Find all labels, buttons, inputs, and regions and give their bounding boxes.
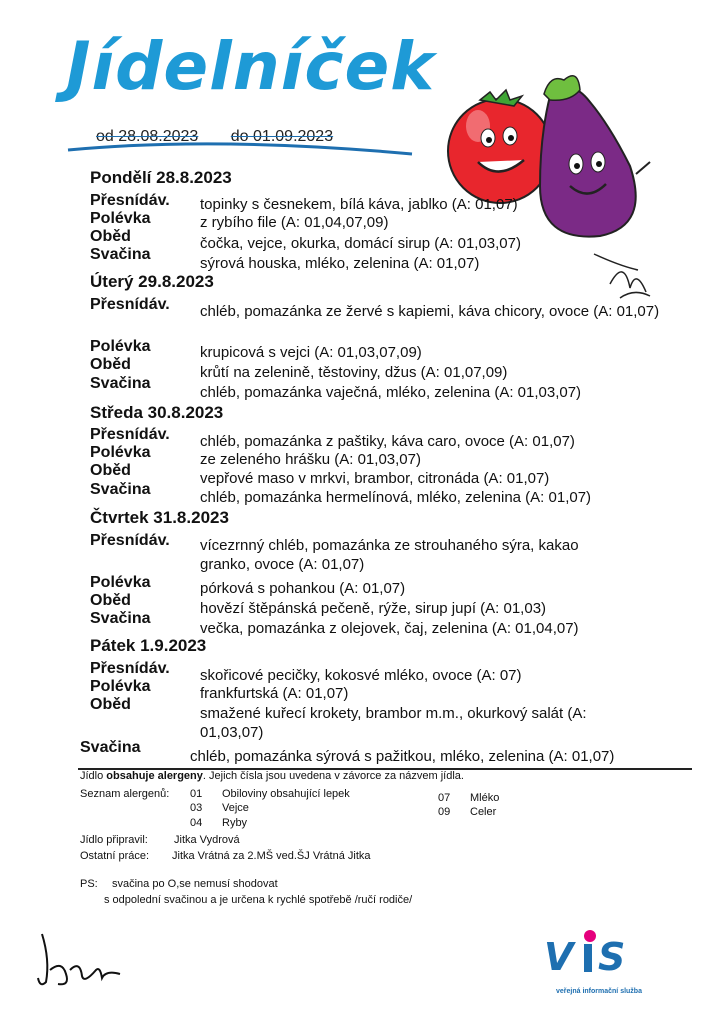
meal-label: Polévka bbox=[90, 574, 151, 591]
allergen-name: Celer bbox=[470, 806, 497, 818]
day-heading-tuesday: Úterý 29.8.2023 bbox=[90, 272, 214, 291]
eggplant-icon bbox=[540, 76, 650, 237]
meal-text: krupicová s vejci (A: 01,03,07,09) bbox=[200, 344, 422, 361]
tomato-icon bbox=[448, 90, 552, 203]
allergen-note-bold: obsahuje alergeny bbox=[106, 770, 203, 782]
vis-logo bbox=[540, 926, 650, 986]
page-title: Jídelníček bbox=[66, 28, 436, 105]
meal-text: smažené kuřecí krokety, brambor m.m., okurkový salát (A: 01,03,07) bbox=[200, 705, 587, 741]
allergen-code: 01 bbox=[190, 788, 203, 800]
meal-text: chléb, pomazánka vaječná, mléko, zelenina (A: 01,03,07) bbox=[200, 384, 582, 401]
meal-text: skořicové pecičky, kokosvé mléko, ovoce (A: 07) bbox=[200, 667, 522, 684]
meal-label: Svačina bbox=[90, 375, 151, 392]
allergen-note-pre: Jídlo bbox=[80, 770, 107, 782]
allergen-note-post: . Jejich čísla jsou uvedena v závorce za názvem jídla. bbox=[202, 770, 464, 782]
day-heading-friday: Pátek 1.9.2023 bbox=[90, 636, 207, 655]
ps-label: PS: bbox=[80, 878, 98, 890]
meal-label: Přesnídáv. bbox=[90, 660, 170, 677]
meal-label: Polévka bbox=[90, 338, 151, 355]
meal-label: Oběd bbox=[90, 462, 131, 479]
meal-label: Polévka bbox=[90, 444, 151, 461]
meal-label: Oběd bbox=[90, 592, 131, 609]
meal-text: vepřové maso v mrkvi, brambor, citronáda (A: 01,07) bbox=[200, 470, 550, 487]
meal-label: Polévka bbox=[90, 210, 151, 227]
meal-text: chléb, pomazánka sýrová s pažitkou, mléko, zelenina (A: 01,07) bbox=[190, 748, 615, 765]
other-names: Jitka Vrátná za 2.MŠ ved.ŠJ Vrátná Jitka bbox=[172, 850, 371, 862]
meal-label: Svačina bbox=[90, 246, 151, 263]
day-heading-wednesday: Středa 30.8.2023 bbox=[90, 403, 224, 422]
date-to: do 01.09.2023 bbox=[230, 128, 334, 145]
meal-text: frankfurtská (A: 01,07) bbox=[200, 685, 349, 702]
allergen-list-label: Seznam alergenů: bbox=[80, 788, 170, 800]
meal-text: chléb, pomazánka z paštiky, káva caro, ovoce (A: 01,07) bbox=[200, 433, 575, 450]
allergen-code: 04 bbox=[190, 817, 203, 829]
logo-tagline: veřejná informační služba bbox=[556, 988, 642, 995]
meal-text: ze zeleného hrášku (A: 01,03,07) bbox=[200, 451, 421, 468]
allergen-name: Mléko bbox=[470, 792, 500, 804]
meal-label: Svačina bbox=[90, 481, 151, 498]
allergen-code: 09 bbox=[438, 806, 451, 818]
meal-text: čočka, vejce, okurka, domácí sirup (A: 01,03,07) bbox=[200, 235, 521, 252]
day-heading-thursday: Čtvrtek 31.8.2023 bbox=[90, 508, 229, 527]
fruit-illustration bbox=[440, 66, 660, 246]
day-heading-monday: Pondělí 28.8.2023 bbox=[90, 168, 232, 187]
allergen-name: Vejce bbox=[222, 802, 249, 814]
meal-text: pórková s pohankou (A: 01,07) bbox=[200, 580, 406, 597]
ps-line-1: svačina po O,se nemusí shodovat bbox=[112, 878, 278, 890]
meal-text: krůtí na zelenině, těstoviny, džus (A: 01,07,09) bbox=[200, 364, 508, 381]
allergen-code: 03 bbox=[190, 802, 203, 814]
meal-label: Polévka bbox=[90, 678, 151, 695]
meal-label: Svačina bbox=[90, 610, 151, 627]
date-from: od 28.08.2023 bbox=[96, 128, 199, 145]
meal-label: Přesnídáv. bbox=[90, 296, 170, 313]
ps-line-2: s odpolední svačinou a je určena k rychlé spotřebě /ručí rodiče/ bbox=[104, 894, 413, 906]
handwritten-signature bbox=[36, 930, 126, 990]
meal-label: Oběd bbox=[90, 228, 131, 245]
meal-text: vícezrnný chléb, pomazánka ze strouhaného sýra, kakao granko, ovoce (A: 01,07) bbox=[200, 537, 579, 573]
allergen-name: Obiloviny obsahující lepek bbox=[222, 788, 350, 800]
meal-label: Přesnídáv. bbox=[90, 192, 170, 209]
meal-text: večka, pomazánka z olejovek, čaj, zelenina (A: 01,04,07) bbox=[200, 620, 579, 637]
meal-text: chléb, pomazánka ze žervé s kapiemi, káva chicory, ovoce (A: 01,07) bbox=[200, 303, 660, 320]
other-label: Ostatní práce: bbox=[80, 850, 150, 862]
meal-label: Přesnídáv. bbox=[90, 532, 170, 549]
meal-label: Oběd bbox=[90, 696, 131, 713]
date-range bbox=[96, 128, 361, 146]
meal-text: topinky s česnekem, bílá káva, jablko (A: 01,07) bbox=[200, 196, 518, 213]
signature-mark bbox=[590, 248, 660, 308]
meal-text: hovězí štěpánská pečeně, rýže, sirup jupí (A: 01,03) bbox=[200, 600, 547, 617]
meal-text: chléb, pomazánka hermelínová, mléko, zelenina (A: 01,07) bbox=[200, 489, 592, 506]
svg-text:V: V bbox=[544, 935, 574, 979]
meal-text: z rybího file (A: 01,04,07,09) bbox=[200, 214, 389, 231]
meal-label: Svačina bbox=[80, 739, 141, 756]
allergen-name: Ryby bbox=[222, 817, 248, 829]
meal-text: sýrová houska, mléko, zelenina (A: 01,07) bbox=[200, 255, 480, 272]
allergen-code: 07 bbox=[438, 792, 451, 804]
prepared-name: Jitka Vydrová bbox=[174, 834, 240, 846]
meal-label: Přesnídáv. bbox=[90, 426, 170, 443]
meal-label: Oběd bbox=[90, 356, 131, 373]
allergen-note bbox=[80, 770, 464, 782]
prepared-label: Jídlo připravil: bbox=[80, 834, 148, 846]
svg-text:S: S bbox=[598, 935, 626, 979]
